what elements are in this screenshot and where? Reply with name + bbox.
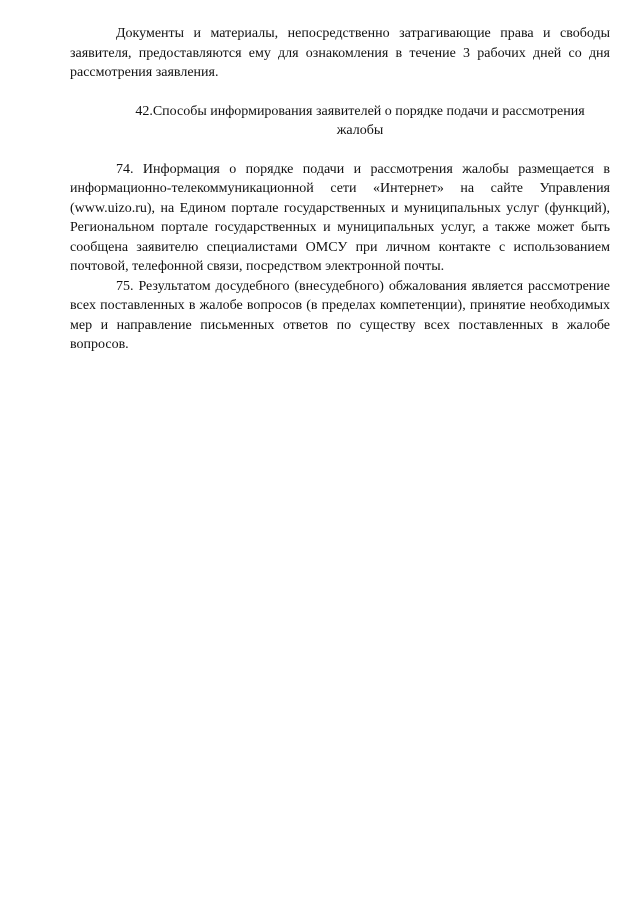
paragraph-75: 75. Результатом досудебного (внесудебного) обжалования является рассмотрение всех поставленных в жалобе вопросов (в пределах компетенции), принятие необходимых мер и направление письменных ответов по существу всех поставленных в жалобе вопросов.	[70, 278, 610, 352]
document-page	[70, 24, 610, 355]
intro-paragraph: Документы и материалы, непосредственно затрагивающие права и свободы заявителя, предоставляются ему для ознакомления в течение 3 рабочих дней со дня рассмотрения заявления.	[70, 26, 610, 80]
paragraph-74: 74. Информация о порядке подачи и рассмотрения жалобы размещается в информационно-телекоммуникационной сети «Интернет» на сайте Управления (www.uizo.ru), на Едином портале государственных и муниципальных услуг (функций), Региональном портале государственных и муниципальных услуг, а также может быть сообщена заявителю специалистами ОМСУ при личном контакте с использованием почтовой, телефонной связи, посредством электронной почты.	[70, 161, 610, 274]
section-heading: 42.Способы информирования заявителей о порядке подачи и рассмотрения жалобы	[135, 103, 585, 138]
